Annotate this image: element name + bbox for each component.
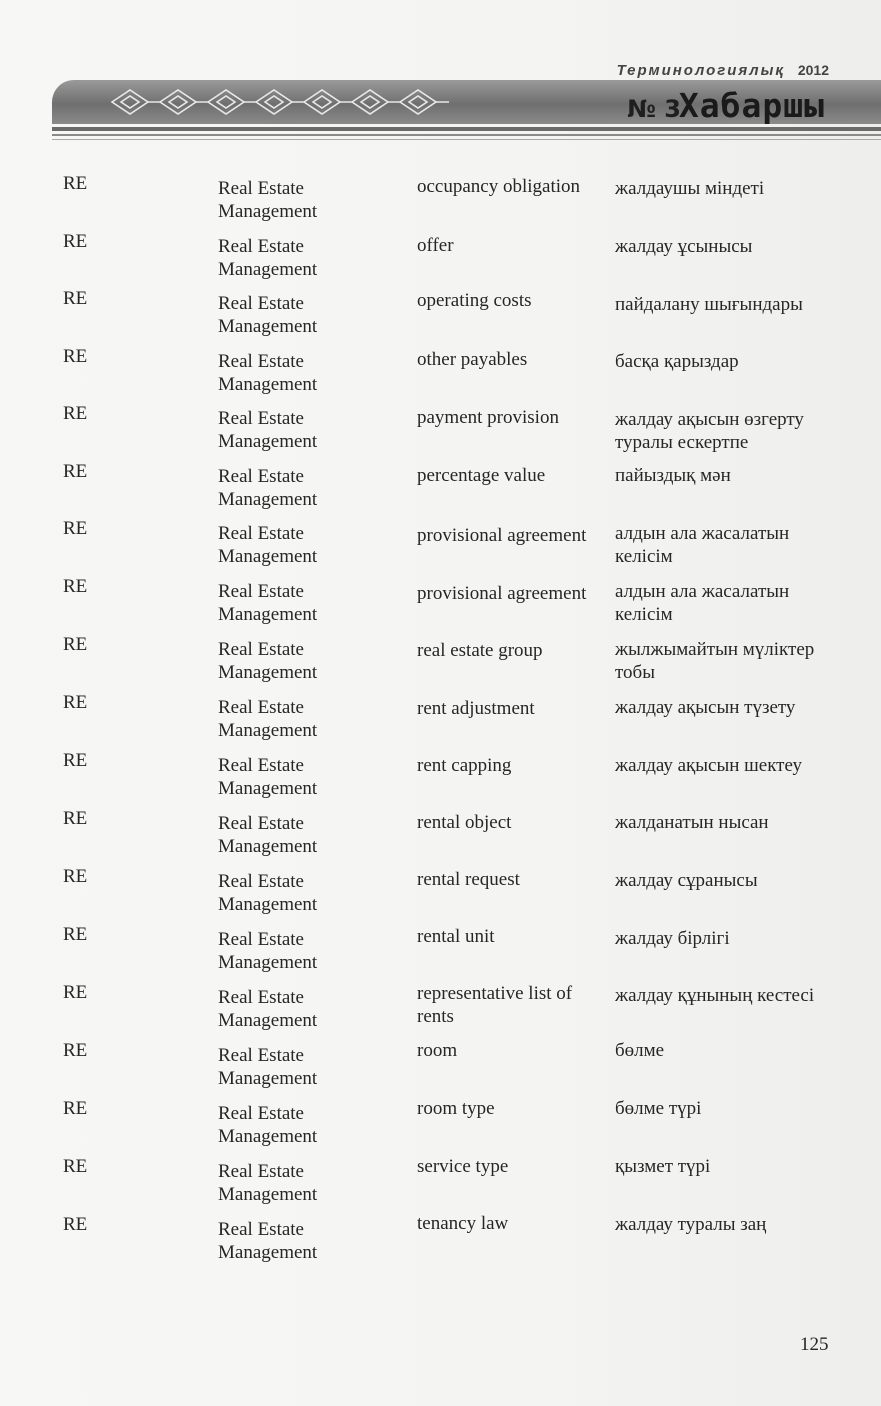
kazakh-term: жалдау құнының кестесі — [615, 985, 815, 1006]
domain-name: Real Estate Management — [218, 1161, 318, 1205]
domain-code: RE — [63, 866, 88, 887]
ornament-pattern-icon — [108, 84, 453, 120]
english-term: rent adjustment — [417, 698, 535, 719]
english-term: rental request — [417, 869, 520, 890]
english-term: tenancy law — [417, 1213, 509, 1234]
domain-code: RE — [63, 982, 88, 1003]
term-row — [0, 691, 881, 749]
english-term: operating costs — [417, 290, 532, 311]
domain-name: Real Estate Management — [218, 987, 318, 1031]
kazakh-term: жалдау ақысын түзету — [615, 697, 796, 718]
term-row — [0, 402, 881, 460]
term-row — [0, 807, 881, 865]
english-term: room type — [417, 1098, 495, 1119]
domain-code: RE — [63, 808, 88, 829]
english-term: room — [417, 1040, 458, 1061]
domain-name: Real Estate Management — [218, 929, 318, 973]
english-term: service type — [417, 1156, 509, 1177]
term-row — [0, 230, 881, 288]
term-row — [0, 172, 881, 230]
domain-name: Real Estate Management — [218, 523, 318, 567]
term-row — [0, 575, 881, 633]
journal-header — [0, 0, 881, 160]
english-term: rental unit — [417, 926, 495, 947]
kazakh-term: жалдау сұранысы — [615, 870, 758, 891]
kazakh-term: алдын ала жасалатын келісім — [615, 581, 790, 625]
domain-code: RE — [63, 750, 88, 771]
english-term: representative list of rents — [417, 983, 573, 1027]
kazakh-term: бөлме — [615, 1040, 665, 1061]
kazakh-term: жалдау ақысын өзгерту туралы ескертпе — [615, 409, 804, 453]
domain-code: RE — [63, 1214, 88, 1235]
term-row — [0, 1039, 881, 1097]
kazakh-term: пайдалану шығындары — [615, 294, 803, 315]
kazakh-term: жалдаушы міндеті — [615, 178, 765, 199]
domain-code: RE — [63, 634, 88, 655]
term-row — [0, 1097, 881, 1155]
english-term: provisional agreement — [417, 583, 587, 604]
english-term: occupancy obligation — [417, 176, 581, 197]
domain-name: Real Estate Management — [218, 178, 318, 222]
journal-year: 2012 — [797, 62, 829, 78]
domain-name: Real Estate Management — [218, 408, 318, 452]
english-term: offer — [417, 235, 454, 256]
domain-name: Real Estate Management — [218, 871, 318, 915]
english-term: payment provision — [417, 407, 559, 428]
domain-code: RE — [63, 403, 88, 424]
term-row — [0, 633, 881, 691]
term-row — [0, 1155, 881, 1213]
kazakh-term: жалданатын нысан — [615, 812, 769, 833]
kazakh-term: басқа қарыздар — [615, 351, 739, 372]
journal-title: Терминологиялық — [616, 62, 785, 79]
kazakh-term: қызмет түрі — [615, 1156, 711, 1177]
english-term: rent capping — [417, 755, 512, 776]
domain-name: Real Estate Management — [218, 1103, 318, 1147]
term-row — [0, 460, 881, 518]
english-term: rental object — [417, 812, 512, 833]
kazakh-term: жылжымайтын мүліктер тобы — [615, 639, 815, 683]
domain-code: RE — [63, 576, 88, 597]
domain-code: RE — [63, 346, 88, 367]
domain-code: RE — [63, 461, 88, 482]
domain-name: Real Estate Management — [218, 697, 318, 741]
term-row — [0, 981, 881, 1039]
domain-code: RE — [63, 1098, 88, 1119]
domain-name: Real Estate Management — [218, 755, 318, 799]
domain-code: RE — [63, 1156, 88, 1177]
kazakh-term: пайыздық мән — [615, 465, 731, 486]
kazakh-term: бөлме түрі — [615, 1098, 702, 1119]
kazakh-term: жалдау бірлігі — [615, 928, 730, 949]
english-term: provisional agreement — [417, 525, 587, 546]
domain-code: RE — [63, 924, 88, 945]
kazakh-term: жалдау туралы заң — [615, 1214, 767, 1235]
term-row — [0, 923, 881, 981]
english-term: percentage value — [417, 465, 546, 486]
domain-name: Real Estate Management — [218, 1045, 318, 1089]
header-rule — [52, 127, 881, 131]
domain-name: Real Estate Management — [218, 236, 318, 280]
domain-name: Real Estate Management — [218, 293, 318, 337]
page-number: 125 — [800, 1334, 829, 1355]
english-term: other payables — [417, 349, 528, 370]
header-rule — [52, 139, 881, 140]
english-term: real estate group — [417, 640, 543, 661]
term-row — [0, 865, 881, 923]
domain-name: Real Estate Management — [218, 351, 318, 395]
domain-name: Real Estate Management — [218, 813, 318, 857]
domain-code: RE — [63, 518, 88, 539]
domain-code: RE — [63, 231, 88, 252]
domain-name: Real Estate Management — [218, 581, 318, 625]
domain-code: RE — [63, 288, 88, 309]
term-row — [0, 345, 881, 403]
domain-name: Real Estate Management — [218, 1219, 318, 1263]
journal-name: Хабаршы — [678, 86, 825, 125]
domain-name: Real Estate Management — [218, 639, 318, 683]
header-rule — [52, 134, 881, 136]
kazakh-term: жалдау ұсынысы — [615, 236, 753, 257]
domain-code: RE — [63, 692, 88, 713]
domain-name: Real Estate Management — [218, 466, 318, 510]
kazakh-term: жалдау ақысын шектеу — [615, 755, 802, 776]
kazakh-term: алдын ала жасалатын келісім — [615, 523, 790, 567]
domain-code: RE — [63, 1040, 88, 1061]
term-row — [0, 517, 881, 575]
term-row — [0, 749, 881, 807]
term-row — [0, 1213, 881, 1271]
domain-code: RE — [63, 173, 88, 194]
term-row — [0, 287, 881, 345]
issue-number: № 3 — [627, 95, 681, 123]
